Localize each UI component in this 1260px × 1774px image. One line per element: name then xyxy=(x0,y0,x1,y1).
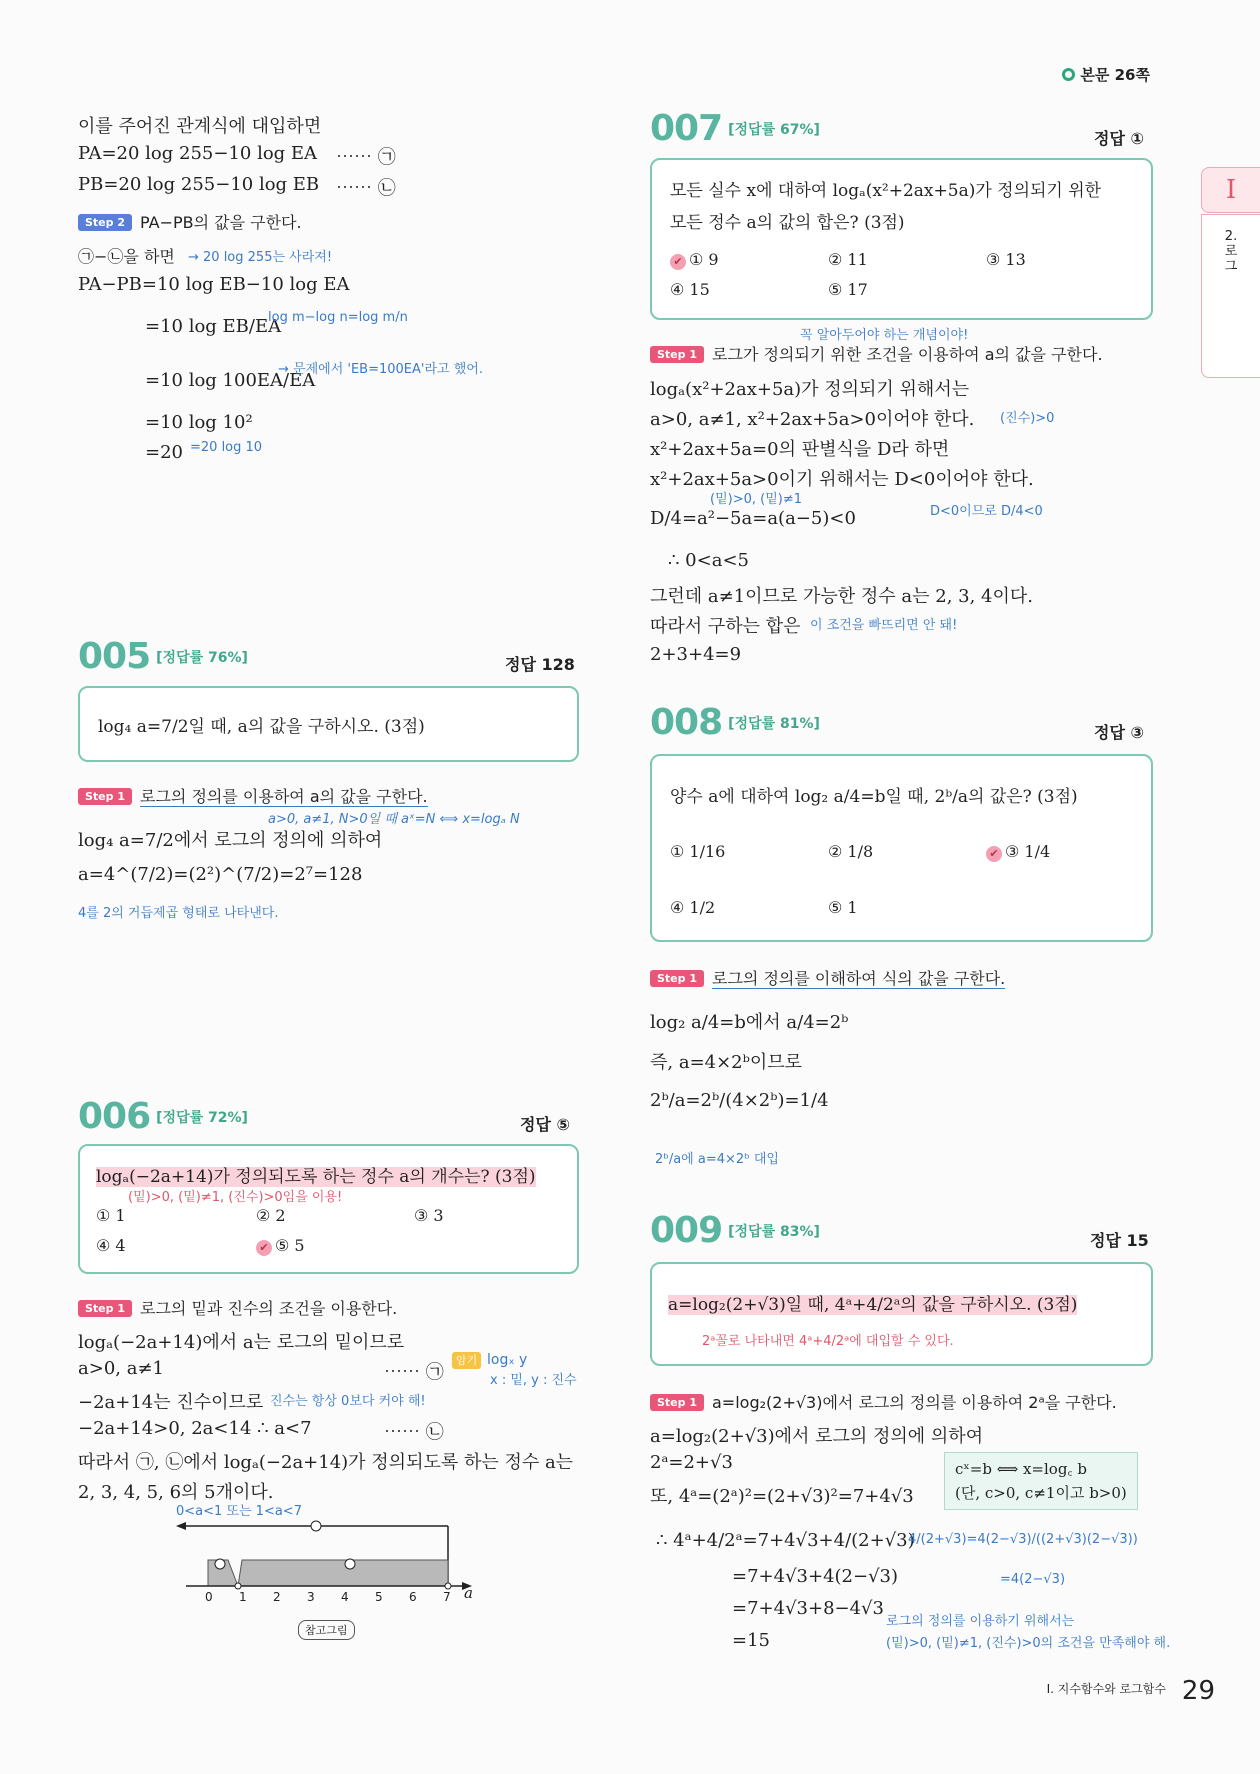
annotation-note: (밑)>0, (밑)≠1 xyxy=(710,492,802,507)
question-header-006: 006 [정답률 72%] xyxy=(78,1096,248,1137)
step-heading: Step 1 로그가 정의되기 위한 조건을 이용하여 a의 값을 구한다. xyxy=(650,342,1103,365)
derivation-line: =10 log 10² xyxy=(145,412,253,433)
choice-4[interactable]: ④ 15 xyxy=(670,280,710,299)
annotation-note: 진수는 항상 0보다 커야 해! xyxy=(270,1394,426,1409)
choice-4[interactable]: ④ 4 xyxy=(96,1236,126,1255)
step-badge: Step 1 xyxy=(78,1300,132,1317)
derivation-line: −2a+14>0, 2a<14 ∴ a<7 xyxy=(78,1418,312,1439)
step-badge: Step 1 xyxy=(650,970,704,987)
annotation-note: 4를 2의 거듭제곱 형태로 나타낸다. xyxy=(78,906,279,921)
question-text: 양수 a에 대하여 log₂ a/4=b일 때, 2ᵇ/a의 값은? (3점) xyxy=(670,787,1078,807)
derivation-line: logₐ(x²+2ax+5a)가 정의되기 위해서는 xyxy=(650,379,970,400)
page-footer xyxy=(1047,1676,1215,1706)
circle-icon xyxy=(1062,68,1075,81)
annotation-note: 꼭 알아두어야 하는 개념이야! xyxy=(800,328,969,343)
annotation-note: 2ᵃ꼴로 나타내면 4ᵃ+4/2ᵃ에 대입할 수 있다. xyxy=(702,1334,954,1349)
derivation-line: ∴ 4ᵃ+4/2ᵃ=7+4√3+4/(2+√3) xyxy=(656,1530,915,1551)
annotation-note: (밑)>0, (밑)≠1, (진수)>0의 조건을 만족해야 해. xyxy=(886,1636,1171,1651)
equation-pa: PA=20 log 255−10 log EA xyxy=(78,143,318,164)
question-header-005: 005 [정답률 76%] xyxy=(78,636,248,677)
check-icon: ✔ xyxy=(256,1240,272,1256)
annotation-note: 2ᵇ/a에 a=4×2ᵇ 대입 xyxy=(655,1152,779,1167)
choice-2[interactable]: ② 2 xyxy=(256,1206,286,1225)
annotation-note: → 문제에서 'EB=100EA'라고 했어. xyxy=(278,362,483,377)
answer-label: 정답 15 xyxy=(1090,1231,1149,1250)
step-badge: Step 1 xyxy=(78,788,132,805)
annotation-note: (밑)>0, (밑)≠1, (진수)>0임을 이용! xyxy=(128,1190,343,1205)
derivation-line: D/4=a²−5a=a(a−5)<0 xyxy=(650,508,856,529)
page-reference: 본문 26쪽 xyxy=(1062,64,1150,85)
chapter-title: I. 지수함수와 로그함수 xyxy=(1046,1682,1166,1696)
number-line-figure xyxy=(176,1516,476,1626)
equation-tag: ⋯⋯ ㉡ xyxy=(336,178,396,199)
question-header-007: 007 [정답률 67%] xyxy=(650,108,820,149)
answer-label: 정답 ③ xyxy=(1094,723,1145,742)
arrow-icon xyxy=(176,1522,186,1530)
question-box-008 xyxy=(650,754,1153,942)
derivation-line: 따라서 구하는 합은 xyxy=(650,616,801,637)
annotation-note: 로그의 정의를 이용하기 위해서는 xyxy=(886,1614,1075,1629)
open-point xyxy=(235,1583,241,1589)
derivation-line: −2a+14는 진수이므로 xyxy=(78,1392,264,1413)
answer-label: 정답 128 xyxy=(505,655,575,674)
derivation-line: 또, 4ᵃ=(2ᵃ)²=(2+√3)²=7+4√3 xyxy=(650,1486,914,1507)
question-header-008: 008 [정답률 81%] xyxy=(650,702,820,743)
derivation-line: 2ᵇ/a=2ᵇ/(4×2ᵇ)=1/4 xyxy=(650,1090,829,1111)
choice-3[interactable]: ③ 13 xyxy=(986,250,1026,269)
page-number: 29 xyxy=(1181,1676,1215,1706)
derivation-line: =7+4√3+4(2−√3) xyxy=(732,1566,899,1587)
derivation-line: 즉, a=4×2ᵇ이므로 xyxy=(650,1052,802,1073)
question-text: a=log₂(2+√3)일 때, 4ᵃ+4/2ᵃ의 값을 구하시오. (3점) xyxy=(668,1295,1078,1315)
subtract-line: ㉠−㉡을 하면 xyxy=(78,247,175,266)
label-circle-2 xyxy=(311,1521,321,1531)
annotation-note: 4/(2+√3)=4(2−√3)/((2+√3)(2−√3)) xyxy=(908,1532,1138,1547)
derivation-line: =10 log 100EA/EA xyxy=(145,370,316,391)
answer-label: 정답 ① xyxy=(1094,129,1145,148)
choice-2[interactable]: ② 1/8 xyxy=(828,842,874,861)
derivation-line: 2ᵃ=2+√3 xyxy=(650,1452,733,1473)
annotation-note: a>0, a≠1, N>0일 때 aˣ=N ⟺ x=logₐ N xyxy=(268,812,520,827)
question-text: 모든 실수 x에 대하여 logₐ(x²+2ax+5a)가 정의되기 위한 xyxy=(670,181,1102,201)
derivation-line: x²+2ax+5a>0이기 위해서는 D<0이어야 한다. xyxy=(650,469,1034,490)
question-text: logₐ(−2a+14)가 정의되도록 하는 정수 a의 개수는? (3점) xyxy=(96,1167,536,1187)
question-box-005 xyxy=(78,686,579,762)
check-icon: ✔ xyxy=(670,254,686,270)
annotation-note: 0<a<1 또는 1<a<7 xyxy=(176,1504,302,1519)
equation-tag: ⋯⋯ ㉠ xyxy=(384,1362,444,1383)
derivation-line: log₄ a=7/2에서 로그의 정의에 의하여 xyxy=(78,830,383,851)
annotation-note: D<0이므로 D/4<0 xyxy=(930,504,1043,519)
annotation-note: =4(2−√3) xyxy=(1000,1572,1066,1587)
derivation-line: a=4^(7/2)=(2²)^(7/2)=2⁷=128 xyxy=(78,864,363,885)
open-point xyxy=(445,1583,451,1589)
derivation-line: logₐ(−2a+14)에서 a는 로그의 밑이므로 xyxy=(78,1332,405,1353)
derivation-line: log₂ a/4=b에서 a/4=2ᵇ xyxy=(650,1012,849,1033)
derivation-line: ∴ 0<a<5 xyxy=(668,550,749,571)
equation-tag: ⋯⋯ ㉠ xyxy=(336,147,396,168)
label-circle-1 xyxy=(345,1559,355,1569)
annotation-note: 이 조건을 빠뜨리면 안 돼! xyxy=(810,618,958,633)
answer-label: 정답 ⑤ xyxy=(520,1115,571,1134)
annotation-note: log m−log n=log m/n xyxy=(268,310,408,325)
shaded-region xyxy=(208,1560,448,1586)
choice-4[interactable]: ④ 1/2 xyxy=(670,898,716,917)
derivation-line: 그런데 a≠1이므로 가능한 정수 a는 2, 3, 4이다. xyxy=(650,586,1034,607)
choice-1[interactable]: ① 1 xyxy=(96,1206,126,1225)
derivation-line: 따라서 ㉠, ㉡에서 logₐ(−2a+14)가 정의되도록 하는 정수 a는 xyxy=(78,1452,574,1473)
choice-5[interactable]: ⑤ 1 xyxy=(828,898,858,917)
memo-badge: 암기 xyxy=(452,1352,481,1369)
annotation-note: (진수)>0 xyxy=(1000,411,1055,426)
derivation-line: a>0, a≠1, x²+2ax+5a>0이어야 한다. xyxy=(650,409,975,430)
intro-text: 이를 주어진 관계식에 대입하면 xyxy=(78,116,322,137)
step-heading: Step 2 PA−PB의 값을 구한다. xyxy=(78,210,302,233)
choice-2[interactable]: ② 11 xyxy=(828,250,868,269)
equation-pb: PB=20 log 255−10 log EB xyxy=(78,174,320,195)
label-circle-1 xyxy=(215,1559,225,1569)
question-text: log₄ a=7/2일 때, a의 값을 구하시오. (3점) xyxy=(98,717,425,737)
equation-tag: ⋯⋯ ㉡ xyxy=(384,1422,444,1443)
choice-3[interactable]: ③ 3 xyxy=(414,1206,444,1225)
annotation-note: → 20 log 255는 사라져! xyxy=(188,250,333,265)
question-box-006 xyxy=(78,1144,579,1274)
derivation-line: a>0, a≠1 xyxy=(78,1358,164,1379)
chapter-tab[interactable]: I xyxy=(1201,167,1260,213)
question-text: 모든 정수 a의 값의 합은? (3점) xyxy=(670,213,905,233)
derivation-line: =7+4√3+8−4√3 xyxy=(732,1598,884,1619)
step-heading: Step 1 a=log₂(2+√3)에서 로그의 정의를 이용하여 2ᵃ을 구한다. xyxy=(650,1390,1117,1413)
question-header-009: 009 [정답률 83%] xyxy=(650,1210,820,1251)
derivation-line: x²+2ax+5a=0의 판별식을 D라 하면 xyxy=(650,439,950,460)
chapter-tab-label: 2. 로그 xyxy=(1201,214,1260,378)
step-badge: Step 2 xyxy=(78,214,132,231)
derivation-line: PA−PB=10 log EB−10 log EA xyxy=(78,274,350,295)
derivation-line: a=log₂(2+√3)에서 로그의 정의에 의하여 xyxy=(650,1426,984,1447)
question-box-009 xyxy=(650,1262,1153,1366)
derivation-line: =15 xyxy=(732,1630,770,1651)
memo-box: 암기 logₓ y x : 밑, y : 진수 xyxy=(452,1348,577,1388)
step-heading: Step 1 로그의 밑과 진수의 조건을 이용한다. xyxy=(78,1296,397,1319)
choice-3-correct[interactable]: ✔ ③ 1/4 xyxy=(986,842,1050,862)
choice-5-correct[interactable]: ✔ ⑤ 5 xyxy=(256,1236,305,1256)
choice-5[interactable]: ⑤ 17 xyxy=(828,280,868,299)
step-heading: Step 1 로그의 정의를 이용하여 a의 값을 구한다. xyxy=(78,784,428,807)
step-badge: Step 1 xyxy=(650,1394,704,1411)
step-badge: Step 1 xyxy=(650,346,704,363)
annotation-note: =20 log 10 xyxy=(190,440,263,455)
check-icon: ✔ xyxy=(986,846,1002,862)
choice-1-correct[interactable]: ✔ ① 9 xyxy=(670,250,719,270)
derivation-line: =10 log EB/EA xyxy=(145,316,282,337)
figure-caption: 참고그림 xyxy=(298,1620,355,1640)
derivation-line: 2, 3, 4, 5, 6의 5개이다. xyxy=(78,1482,274,1503)
question-box-007 xyxy=(650,158,1153,320)
step-heading: Step 1 로그의 정의를 이해하여 식의 값을 구한다. xyxy=(650,966,1005,989)
derivation-line: 2+3+4=9 xyxy=(650,644,742,665)
derivation-line: =20 xyxy=(145,442,183,463)
key-formula-box: cˣ=b ⟺ x=log꜀ b (단, c>0, c≠1이고 b>0) xyxy=(944,1452,1138,1510)
choice-1[interactable]: ① 1/16 xyxy=(670,842,726,861)
